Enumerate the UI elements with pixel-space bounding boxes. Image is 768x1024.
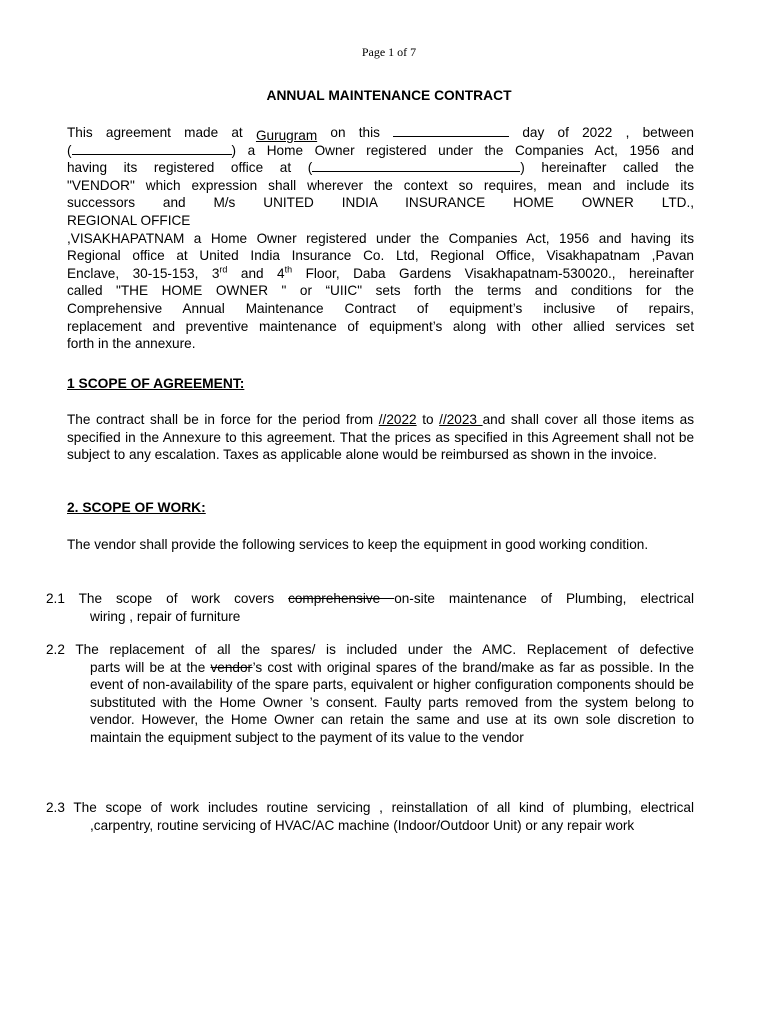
intro-line: Regional office at United India Insurance Co. Ltd, Regional Office, Visakhapatnam ,Pavan <box>67 248 694 264</box>
page-number: Page 1 of 7 <box>361 45 417 59</box>
scope-of-agreement-paragraph: The contract shall be in force for the period from //2022 to //2023 and shall cover all those items as specified in the Annexure to this agreement. That the prices as specified in this Agreement shall not be subject to any escalation. Taxes as applicable alone would be reimbursed as shown in the invoice. <box>67 412 694 463</box>
intro-line: replacement and preventive maintenance of equipment’s along with other allied services set <box>67 318 694 334</box>
intro-line: ( ) a Home Owner registered under the Companies Act, 1956 and <box>67 142 694 158</box>
vendor-address-blank <box>312 159 520 172</box>
clause-number: 2.2 <box>46 642 65 657</box>
end-date: //2023 <box>439 412 483 427</box>
intro-line: Enclave, 30-15-153, 3rd and 4th Floor, Daba Gardens Visakhapatnam-530020., hereinafter <box>67 264 695 281</box>
day-blank <box>393 124 509 137</box>
clause-2-2: 2.2 The replacement of all the spares/ is included under the AMC. Replacement of defective parts will be at the vendor’s cost with original spares of the brand/make as far as possible. In the event of non-availability of the spare parts, equivalent or higher configuration components should be substituted with the Home Owner ’s consent. Faulty parts removed from the system belong to vendor. However, the Home Owner can retain the same and use at its own sole discretion to maintain the equipment subject to the payment of its value to the vendor <box>46 642 695 745</box>
intro-line: having its registered office at ( ) hereinafter called the <box>67 160 695 176</box>
intro-line: This agreement made at Gurugram on this day of 2022 , between <box>67 125 694 143</box>
clause-number: 2.3 <box>46 800 65 815</box>
location-value: Gurugram <box>255 128 318 143</box>
intro-line: ,VISAKHAPATNAM a Home Owner registered under the Companies Act, 1956 and having its <box>67 230 694 246</box>
intro-line: called "THE HOME OWNER " or “UIIC" sets forth the terms and conditions for the <box>67 283 694 299</box>
intro-line: Comprehensive Annual Maintenance Contract of equipment’s inclusive of repairs, <box>67 300 694 316</box>
intro-line: successors and M/s UNITED INDIA INSURANCE HOME OWNER LTD., <box>67 195 694 211</box>
clause-2-1: 2.1 The scope of work covers comprehensive on-site maintenance of Plumbing, electrical wiring , repair of furniture <box>46 591 694 624</box>
clause-number: 2.1 <box>46 591 65 606</box>
vendor-name-blank <box>72 142 232 155</box>
struck-text: vendor <box>210 659 253 675</box>
section-heading-scope-of-work: 2. SCOPE OF WORK: <box>67 500 206 515</box>
start-date: //2022 <box>378 412 417 427</box>
scope-of-work-intro: The vendor shall provide the following services to keep the equipment in good working condition. <box>67 537 649 552</box>
page-title: ANNUAL MAINTENANCE CONTRACT <box>266 88 512 103</box>
struck-text: comprehensive <box>288 591 395 606</box>
intro-line: "VENDOR" which expression shall wherever the context so requires, mean and include its <box>67 177 694 193</box>
intro-line: REGIONAL OFFICE <box>67 212 191 228</box>
intro-paragraph <box>67 124 694 353</box>
clause-2-3: 2.3 The scope of work includes routine servicing , reinstallation of all kind of plumbing, electrical ,carpentry, routine servicing of HVAC/AC machine (Indoor/Outdoor Unit) or any repair work <box>46 800 694 833</box>
section-heading-scope-of-agreement: 1 SCOPE OF AGREEMENT: <box>67 376 245 391</box>
intro-line: forth in the annexure. <box>67 336 196 352</box>
